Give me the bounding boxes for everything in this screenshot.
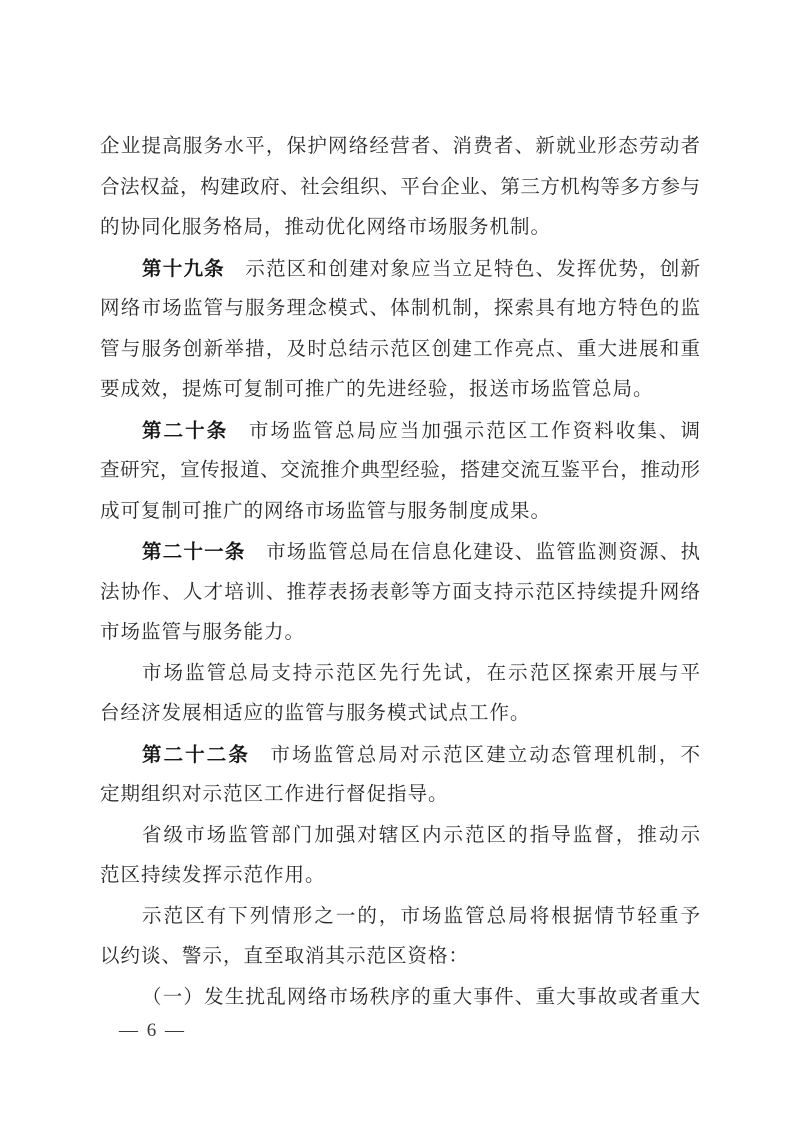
text-line: 成可复制可推广的网络市场监管与服务制度成果。 <box>100 500 552 522</box>
line-text: 示范区和创建对象应当立足特色、发挥优势，创新 <box>245 258 700 280</box>
article-number: 第二十条 <box>142 419 229 442</box>
article-number: 第二十二条 <box>142 743 250 766</box>
article-number: 第十九条 <box>142 257 225 280</box>
line-text: 市场监管总局对示范区建立动态管理机制，不 <box>270 744 700 766</box>
text-line <box>100 249 700 290</box>
text-line: 企业提高服务水平，保护网络经营者、消费者、新就业形态劳动者 <box>100 136 700 157</box>
text-line <box>100 411 700 452</box>
text-line: 范区持续发挥示范作用。 <box>100 865 326 886</box>
text-line: 示范区有下列情形之一的，市场监管总局将根据情节轻重予 <box>142 905 700 927</box>
text-line: 台经济发展相适应的监管与服务模式试点工作。 <box>100 703 531 724</box>
text-line <box>100 532 700 573</box>
text-line: 的协同化服务格局，推动优化网络市场服务机制。 <box>100 217 552 238</box>
text-line: （一）发生扰乱网络市场秩序的重大事件、重大事故或者重大 <box>142 986 700 1008</box>
text-line: 以约谈、警示，直至取消其示范区资格： <box>100 946 470 967</box>
text-line: 合法权益，构建政府、社会组织、平台企业、第三方机构等多方参与 <box>100 176 700 198</box>
page-footer <box>119 1020 186 1042</box>
text-line: 定期组织对示范区工作进行督促指导。 <box>100 784 449 805</box>
text-line: 法协作、人才培训、推荐表扬表彰等方面支持示范区持续提升网络 <box>100 581 700 603</box>
text-line: 查研究，宣传报道、交流推介典型经验，搭建交流互鉴平台，推动形 <box>100 460 700 481</box>
text-line: 省级市场监管部门加强对辖区内示范区的指导监督，推动示 <box>142 824 700 846</box>
text-line <box>100 735 700 776</box>
text-line: 市场监管与服务能力。 <box>100 622 306 643</box>
text-line: 市场监管总局支持示范区先行先试，在示范区探索开展与平 <box>142 662 700 684</box>
line-text: 市场监管总局应当加强示范区工作资料收集、调 <box>248 420 700 442</box>
text-line: 网络市场监管与服务理念模式、体制机制，探索具有地方特色的监 <box>100 298 700 319</box>
text-line: 要成效，提炼可复制可推广的先进经验，报送市场监管总局。 <box>100 379 654 400</box>
line-text: 市场监管总局在信息化建设、监管监测资源、执 <box>266 542 700 563</box>
page-number: — 6 — <box>119 1020 186 1041</box>
text-line: 管与服务创新举措，及时总结示范区创建工作亮点、重大进展和重 <box>100 338 700 360</box>
article-number: 第二十一条 <box>142 541 246 563</box>
document-body <box>100 127 700 1018</box>
